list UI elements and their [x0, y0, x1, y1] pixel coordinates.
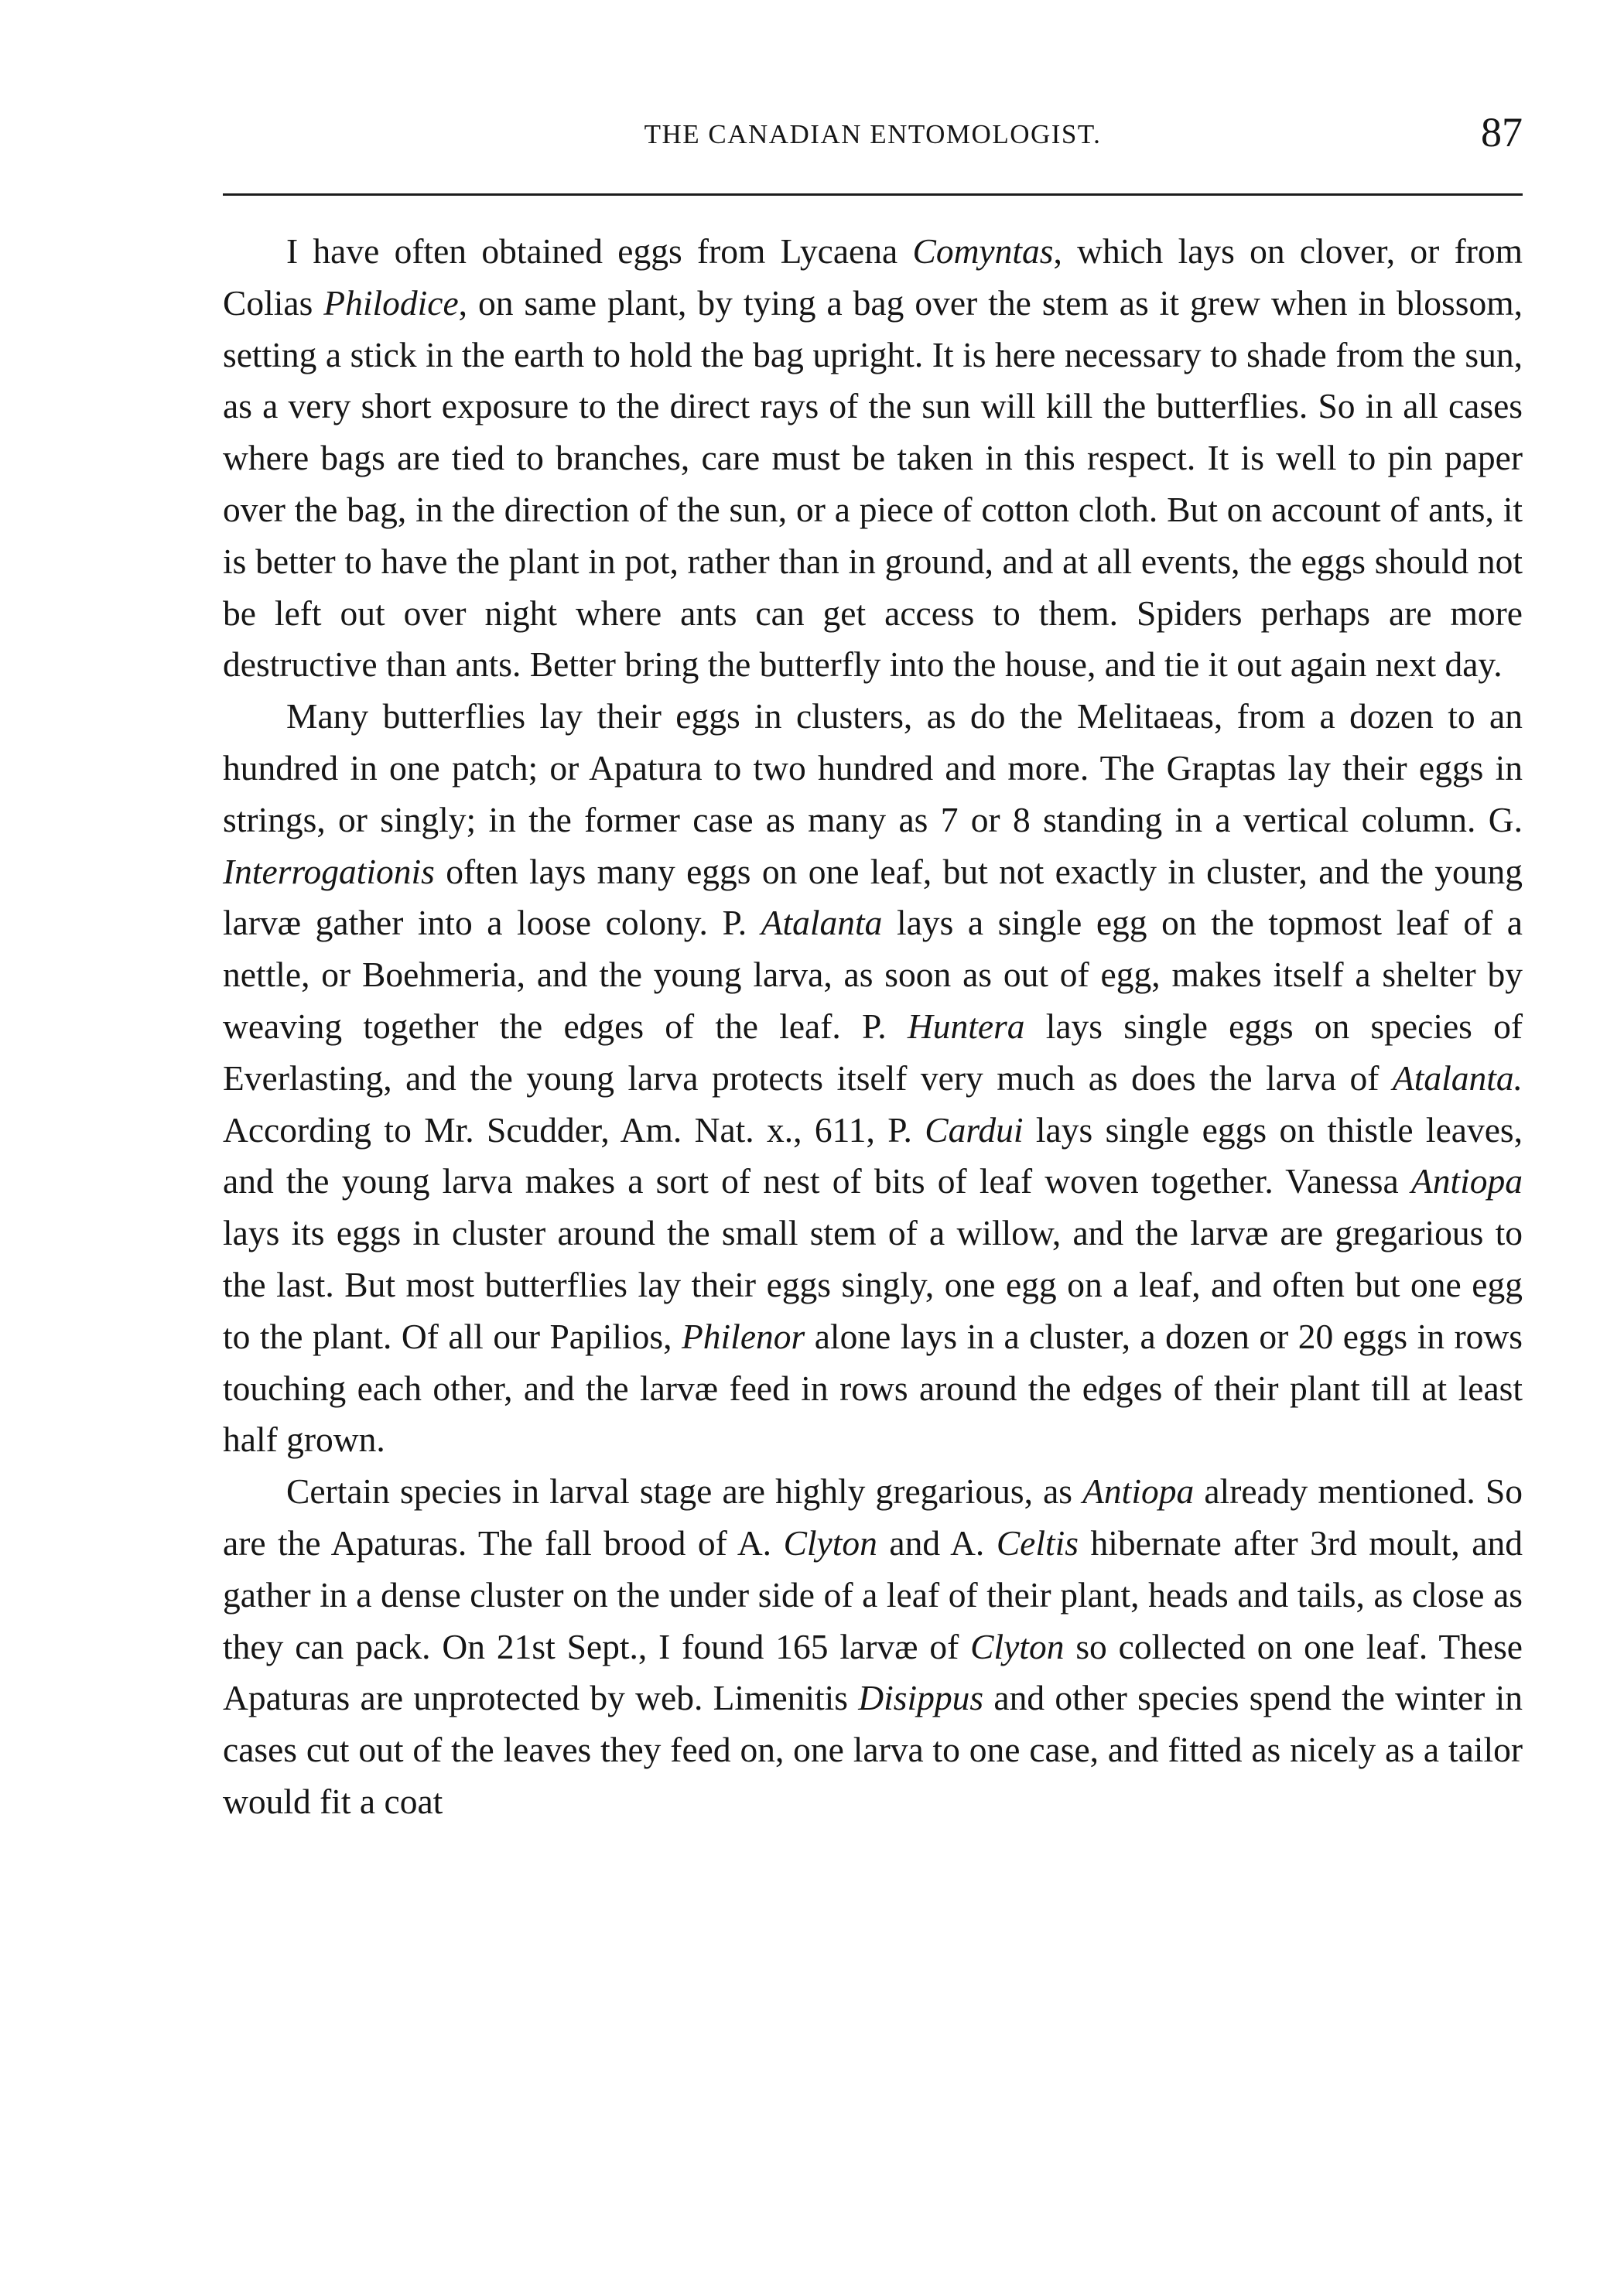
text-run: so collected on one leaf. These Apaturas are unprotected by web. Limenitis	[223, 1626, 1523, 1718]
text-run: Certain species in larval stage are highly gregarious, as	[286, 1471, 1083, 1512]
text-run: According to Mr. Scudder, Am. Nat. x., 611, P.	[223, 1109, 925, 1150]
italic-species-name: Clyton	[970, 1626, 1065, 1666]
paragraph-eggs-in-bags	[223, 226, 1523, 691]
italic-species-name: Antiopa	[1082, 1471, 1195, 1512]
text-run: often lays many eggs on one leaf, but not exactly in cluster, and the young larvæ gather into a loose colony. P.	[223, 851, 1523, 943]
text-run: lays a single egg on the topmost leaf of a nettle, or Boehmeria, and the young larva, as soon as out of egg, makes itself a shelter by weaving together the edges of the leaf. P.	[223, 903, 1523, 1046]
paragraph-egg-clusters	[223, 691, 1523, 1466]
italic-species-name: Philenor	[682, 1316, 805, 1356]
text-run: and other species spend the winter in cases cut out of the leaves they feed on, one larva to one case, and fitted as nicely as a tailor would fit a coat	[223, 1678, 1523, 1821]
italic-species-name: Celtis	[996, 1522, 1079, 1563]
text-run: lays single eggs on thistle leaves, and the young larva makes a sort of nest of bits of leaf woven together. Vanessa	[223, 1109, 1523, 1201]
italic-species-name: Disippus	[858, 1678, 984, 1718]
running-head	[223, 109, 1523, 169]
text-run: already mentioned. So are the Apaturas. The fall brood of A.	[223, 1471, 1523, 1563]
italic-species-name: Comyntas	[912, 231, 1054, 271]
italic-species-name: Huntera	[907, 1006, 1025, 1046]
text-run: hibernate after 3rd moult, and gather in a dense cluster on the under side of a leaf of their plant, heads and tails, as close as they can pack. On 21st Sept., I found 165 larvæ of	[223, 1522, 1523, 1666]
text-run: , on same plant, by tying a bag over the stem as it grew when in blossom, setting a stick in the earth to hold the bag upright. It is here necessary to shade from the sun, as a very short exposure to the direct rays of the sun will kill the butterflies. So in all cases where bags are tied to branches, care must be taken in this respect. It is well to pin paper over the bag, in the direction of the sun, or a piece of cotton cloth. But on account of ants, it is better to have the plant in pot, rather than in ground, and at all events, the eggs should not be left out over night where ants can get access to them. Spiders perhaps are more destructive than ants. Better bring the butterfly into the house, and tie it out again next day.	[223, 282, 1523, 685]
italic-species-name: Antiopa	[1410, 1161, 1523, 1201]
text-run: alone lays in a cluster, a dozen or 20 eggs in rows touching each other, and the larvæ feed in rows around the edges of their plant till at least half grown.	[223, 1316, 1523, 1460]
text-run: I have often obtained eggs from Lycaena	[286, 231, 913, 271]
text-run: Many butterflies lay their eggs in clusters, as do the Melitaeas, from a dozen to an hundred in one patch; or Apatura to two hundred and more. The Graptas lay their eggs in strings, or singly; in the former case as many as 7 or 8 standing in a vertical column. G.	[223, 696, 1523, 839]
italic-species-name: Cardui	[925, 1109, 1024, 1150]
text-run: , which lays on clover, or from Colias	[223, 231, 1523, 323]
book-page	[223, 0, 1523, 2286]
italic-species-name: Atalanta.	[1392, 1058, 1523, 1098]
running-title: THE CANADIAN ENTOMOLOGIST.	[644, 119, 1102, 149]
text-run: and A.	[877, 1522, 997, 1563]
header-rule	[223, 193, 1523, 196]
text-run: lays its eggs in cluster around the small stem of a willow, and the larvæ are gregarious to the last. But most butterflies lay their eggs singly, one egg on a leaf, and often but one egg to the plant. Of all our Papilios,	[223, 1213, 1523, 1356]
page-number: 87	[1481, 109, 1523, 155]
italic-species-name: Atalanta	[761, 903, 883, 943]
body-text	[223, 226, 1523, 1828]
italic-species-name: Philodice	[323, 282, 459, 323]
text-run: lays single eggs on species of Everlasting, and the young larva protects itself very much as does the larva of	[223, 1006, 1523, 1098]
paragraph-gregarious-larvae	[223, 1466, 1523, 1828]
italic-species-name: Clyton	[783, 1522, 877, 1563]
italic-species-name: Interrogationis	[223, 851, 435, 891]
